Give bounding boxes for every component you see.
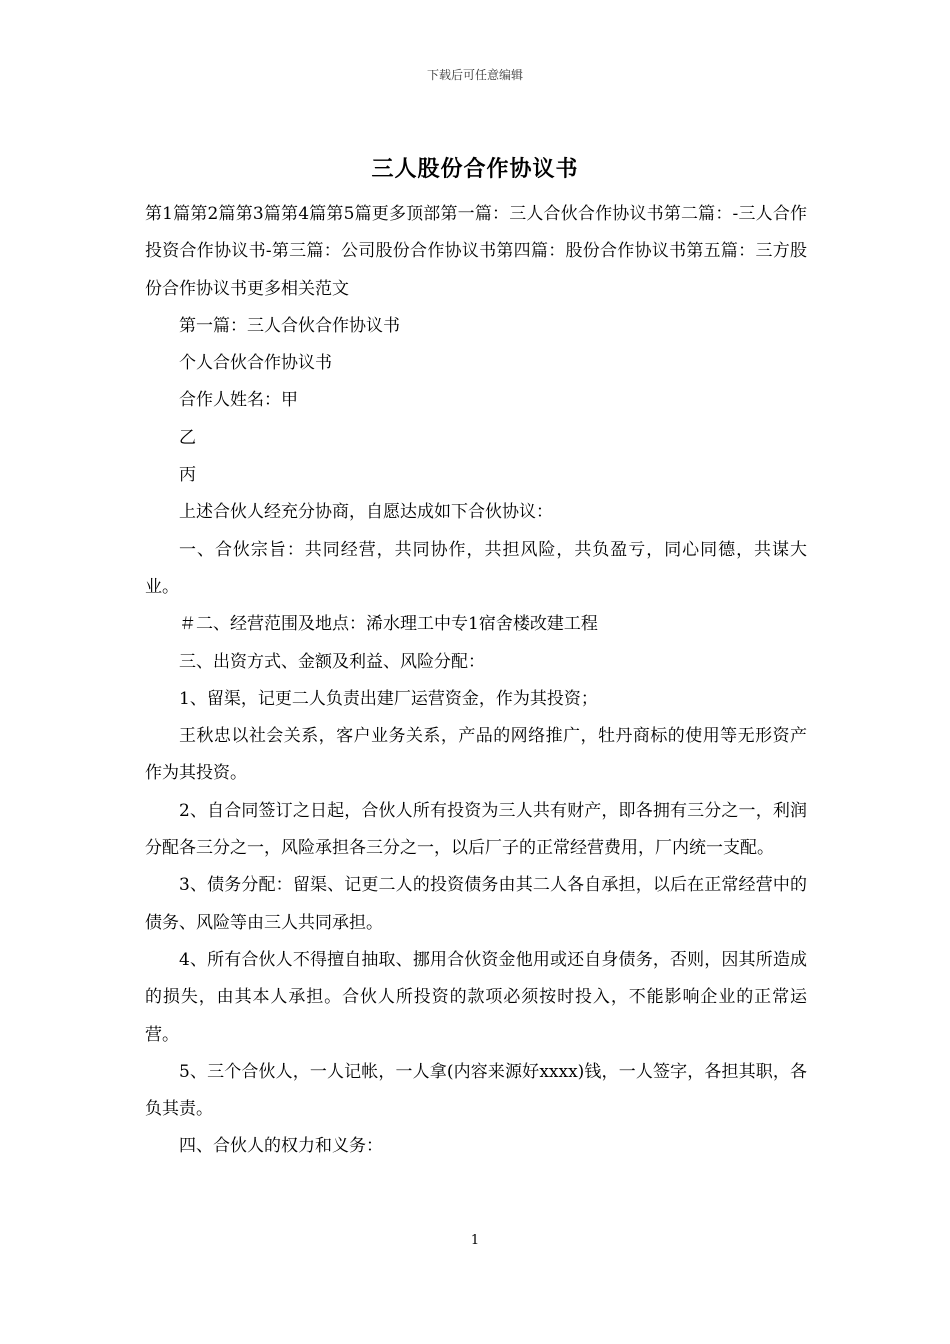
body-paragraph: 3、债务分配：留渠、记更二人的投资债务由其二人各自承担，以后在正常经营中的债务、风险等由三人共同承担。 (145, 875, 807, 933)
body-paragraph: ＃二、经营范围及地点：浠水理工中专1宿舍楼改建工程 (179, 614, 598, 635)
header-note: 下载后可任意编辑 (426, 68, 523, 82)
body-paragraph: 四、合伙人的权力和义务： (179, 1136, 383, 1157)
section-heading: 第一篇：三人合伙合作协议书 (179, 315, 400, 336)
body-paragraph: 5、三个合伙人，一人记帐，一人拿(内容来源好xxxx)钱，一人签字，各担其职，各负其责。 (145, 1061, 807, 1120)
document-title: 三人股份合作协议书 (371, 156, 579, 182)
body-paragraph: 4、所有合伙人不得擅自抽取、挪用合伙资金他用或还自身债务，否则，因其所造成的损失，由其本人承担。合伙人所投资的款项必须按时投入，不能影响企业的正常运营。 (145, 949, 807, 1045)
partner-name-line: 乙 (179, 427, 196, 448)
body-paragraph: 上述合伙人经充分协商，自愿达成如下合伙协议： (179, 502, 553, 523)
body-paragraph: 一、合伙宗旨：共同经营，共同协作，共担风险，共负盈亏，同心同德，共谋大业。 (145, 539, 807, 597)
body-paragraph: 2、自合同签订之日起，合伙人所有投资为三人共有财产，即各拥有三分之一，利润分配各三分之一，风险承担各三分之一，以后厂子的正常经营费用，厂内统一支配。 (145, 800, 807, 859)
contents-paragraph: 第1篇第2篇第3篇第4篇第5篇更多顶部第一篇：三人合伙合作协议书第二篇：-三人合作投资合作协议书-第三篇：公司股份合作协议书第四篇：股份合作协议书第五篇：三方股份合作协议书更多相关范文 (145, 204, 807, 299)
body-paragraph: 王秋忠以社会关系，客户业务关系，产品的网络推广，牡丹商标的使用等无形资产作为其投资。 (145, 726, 807, 784)
partner-name-line: 丙 (179, 465, 196, 486)
body-paragraph: 1、留渠，记更二人负责出建厂运营资金，作为其投资； (179, 688, 598, 709)
document-body (145, 196, 807, 1166)
agreement-title: 个人合伙合作协议书 (179, 353, 332, 374)
page-number: 1 (470, 1233, 480, 1248)
body-paragraph: 三、出资方式、金额及利益、风险分配： (179, 651, 485, 672)
partner-name-line: 合作人姓名：甲 (179, 390, 298, 411)
